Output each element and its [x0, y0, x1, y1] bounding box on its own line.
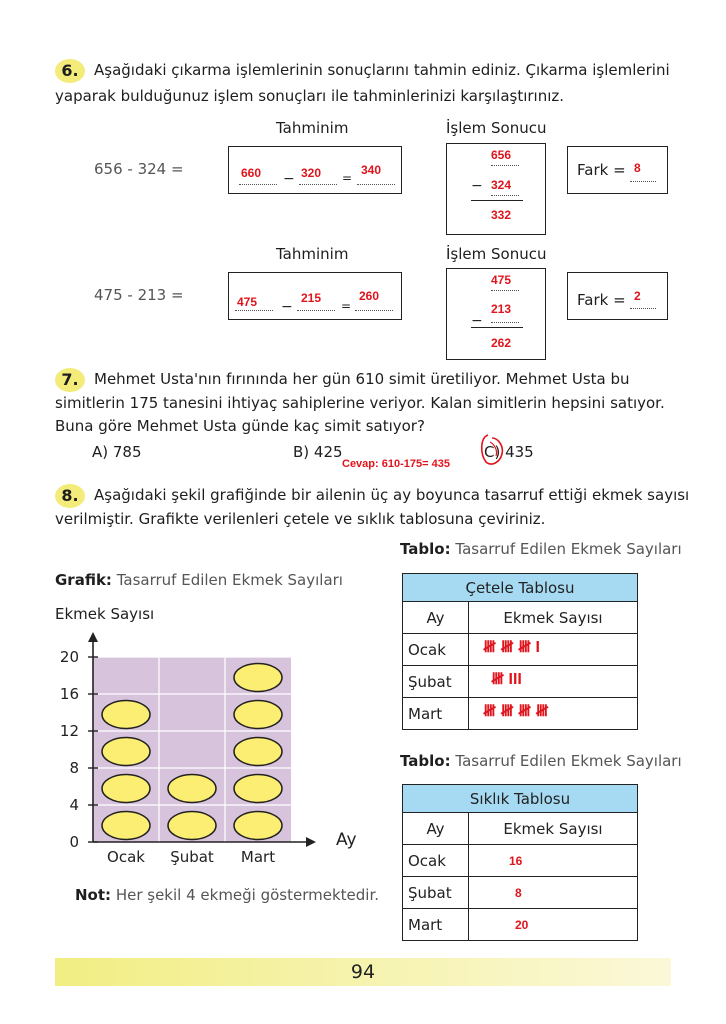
frequency-row-count: 16 [469, 845, 638, 877]
frequency-col-count: Ekmek Sayısı [469, 813, 638, 845]
problem-2-difference: 2 [634, 289, 641, 303]
bread-symbol [234, 701, 282, 729]
equals-sign: = [341, 299, 352, 313]
page-number: 94 [350, 961, 376, 983]
option-b[interactable]: B) 425 [293, 443, 343, 461]
problem-2-operation-box [446, 268, 546, 360]
minus-sign: − [471, 313, 483, 329]
x-axis-arrow [306, 837, 316, 847]
minus-sign: − [471, 178, 483, 194]
bread-symbol [234, 664, 282, 692]
problem-1-difference-box [567, 146, 668, 194]
problem-1-estimate-a: 660 [241, 166, 262, 180]
problem-1-estimate-b: 320 [301, 166, 322, 180]
x-tick-label: Şubat [170, 848, 214, 866]
problem-2-estimate-b: 215 [301, 291, 322, 305]
frequency-row-count: 20 [469, 909, 638, 941]
tally-table-header: Çetele Tablosu [403, 574, 638, 602]
y-tick-label: 20 [59, 648, 79, 666]
tally-row-marks: 𝍸 𝍸 𝍸 I [469, 634, 638, 666]
graph-note: Not: Her şekil 4 ekmeği göstermektedir. [75, 886, 380, 904]
difference-label: Fark = [577, 161, 626, 179]
frequency-row-month: Şubat [403, 877, 469, 909]
result-header-1: İşlem Sonucu [446, 119, 547, 137]
y-axis-arrow [88, 632, 98, 642]
question-8-text-line1: Aşağıdaki şekil grafiğinde bir ailenin üç ay boyunca tasarruf ettiği ekmek sayısı [94, 486, 690, 504]
question-8-text-line2: verilmiştir. Grafikte verilenleri çetele ve sıklık tablosuna çeviriniz. [55, 510, 546, 528]
tally-row-marks: 𝍸 III [469, 666, 638, 698]
problem-2-subtrahend: 213 [491, 302, 512, 316]
x-tick-label: Ocak [107, 848, 145, 866]
problem-1-operation-box [446, 143, 546, 235]
tally-table [402, 573, 638, 730]
estimate-header-2: Tahminim [276, 245, 349, 263]
tally-col-count: Ekmek Sayısı [469, 602, 638, 634]
page-number-bar [55, 958, 671, 986]
bread-symbol [102, 701, 150, 729]
equals-sign: = [342, 171, 353, 185]
question-6-text-line2: yaparak bulduğunuz işlem sonuçları ile tahminlerinizi karşılaştırınız. [55, 87, 565, 105]
tally-row-month: Şubat [403, 666, 469, 698]
bread-symbol [234, 775, 282, 803]
question-8-number: 8. [55, 484, 85, 508]
table1-title: Tablo: Tasarruf Edilen Ekmek Sayıları [400, 540, 682, 558]
result-header-2: İşlem Sonucu [446, 245, 547, 263]
question-6-text-line1: Aşağıdaki çıkarma işlemlerinin sonuçlarını tahmin ediniz. Çıkarma işlemlerini [94, 61, 670, 79]
answer-note: Cevap: 610-175= 435 [342, 458, 450, 470]
tally-row-month: Mart [403, 698, 469, 730]
tally-row-month: Ocak [403, 634, 469, 666]
problem-1-estimate-box [228, 146, 402, 194]
frequency-table [402, 784, 638, 941]
option-c[interactable]: C) 435 [484, 443, 534, 461]
minus-sign: − [281, 299, 293, 315]
tally-row-marks: 𝍸 𝍸 𝍸 𝍸 [469, 698, 638, 730]
bread-symbol [102, 775, 150, 803]
bread-symbol [234, 738, 282, 766]
frequency-col-month: Ay [403, 813, 469, 845]
question-7-text-line3: Buna göre Mehmet Usta günde kaç simit satıyor? [55, 417, 425, 435]
problem-2-estimate-box [228, 272, 402, 320]
y-tick-label: 12 [59, 722, 79, 740]
y-axis-title: Ekmek Sayısı [55, 605, 155, 623]
problem-2-expression: 475 - 213 = [94, 286, 184, 304]
problem-2-estimate-a: 475 [237, 295, 258, 309]
frequency-row-count: 8 [469, 877, 638, 909]
y-tick-label: 8 [69, 759, 79, 777]
x-axis-title: Ay [336, 830, 357, 850]
bread-symbol [234, 812, 282, 840]
graph-title: Grafik: Tasarruf Edilen Ekmek Sayıları [55, 571, 343, 589]
question-7-text-line1: Mehmet Usta'nın fırınında her gün 610 simit üretiliyor. Mehmet Usta bu [94, 370, 630, 388]
problem-2-minuend: 475 [491, 273, 512, 287]
table2-title: Tablo: Tasarruf Edilen Ekmek Sayıları [400, 752, 682, 770]
y-tick-label: 0 [69, 833, 79, 851]
problem-1-expression: 656 - 324 = [94, 160, 184, 178]
frequency-row-month: Ocak [403, 845, 469, 877]
frequency-table-header: Sıklık Tablosu [403, 785, 638, 813]
x-tick-label: Mart [240, 848, 276, 866]
bread-symbol [102, 812, 150, 840]
estimate-header-1: Tahminim [276, 119, 349, 137]
bread-symbol [168, 775, 216, 803]
problem-2-result: 262 [491, 336, 512, 350]
question-7-number: 7. [55, 368, 85, 392]
y-tick-label: 16 [59, 685, 79, 703]
frequency-row-month: Mart [403, 909, 469, 941]
bread-symbol [168, 812, 216, 840]
question-7-text-line2: simitlerin 175 tanesini ihtiyaç sahiplerine veriyor. Kalan simitlerin hepsini satıyor. [55, 394, 665, 412]
question-6-number: 6. [55, 59, 85, 83]
minus-sign: − [283, 171, 295, 187]
option-a[interactable]: A) 785 [92, 443, 142, 461]
problem-2-estimate-result: 260 [359, 289, 380, 303]
tally-col-month: Ay [403, 602, 469, 634]
difference-label: Fark = [577, 291, 626, 309]
problem-2-difference-box [567, 272, 668, 320]
bread-symbol [102, 738, 150, 766]
problem-1-result: 332 [491, 208, 512, 222]
y-tick-label: 4 [69, 796, 79, 814]
problem-1-subtrahend: 324 [491, 178, 512, 192]
problem-1-difference: 8 [634, 161, 641, 175]
answer-circle-mark [478, 432, 506, 468]
problem-1-estimate-result: 340 [361, 163, 382, 177]
pictograph-chart [40, 628, 340, 868]
problem-1-minuend: 656 [491, 148, 512, 162]
